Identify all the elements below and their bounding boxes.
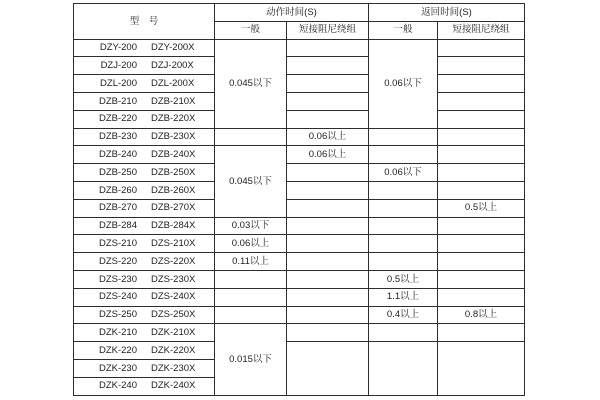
model-name-x: DZS-230X xyxy=(151,273,196,285)
action-time-header: 动作时间(S) xyxy=(215,4,369,22)
spec-table xyxy=(73,3,525,396)
model-name-x: DZS-240X xyxy=(151,291,196,303)
table-row xyxy=(74,110,525,128)
table-row xyxy=(74,92,525,110)
return-damping-cell xyxy=(438,39,525,57)
model-cell xyxy=(74,217,215,235)
model-name-x: DZK-210X xyxy=(151,326,196,338)
return-damping-cell xyxy=(438,57,525,75)
model-cell xyxy=(74,128,215,146)
table-row xyxy=(74,235,525,253)
model-name-x: DZS-210X xyxy=(151,238,196,249)
return-general-cell xyxy=(369,342,438,395)
return-general-cell xyxy=(369,217,438,235)
action-damping-cell xyxy=(287,288,369,306)
action-damping-cell xyxy=(287,324,369,342)
model-cell xyxy=(74,57,215,75)
action-damping-cell xyxy=(287,306,369,324)
table-row xyxy=(74,75,525,93)
model-name-x: DZB-220X xyxy=(151,113,196,125)
action-general-cell xyxy=(215,306,287,324)
model-name: DZS-210 xyxy=(98,238,137,249)
action-damping-cell xyxy=(287,181,369,199)
return-damping-cell xyxy=(438,288,525,306)
model-cell xyxy=(74,181,215,199)
table-row xyxy=(74,342,525,360)
model-name-x: DZK-240X xyxy=(151,380,196,392)
model-name-x: DZB-250X xyxy=(151,166,196,178)
return-damping-cell xyxy=(438,146,525,164)
table-row xyxy=(74,146,525,164)
model-name: DZK-230 xyxy=(98,362,137,374)
model-cell xyxy=(74,359,215,377)
header-row-groups xyxy=(74,4,525,22)
model-name: DZY-200 xyxy=(99,42,137,54)
model-name: DZK-220 xyxy=(98,344,137,356)
action-general-cell: 0.03以下 xyxy=(215,217,287,235)
model-name-x: DZB-240X xyxy=(151,149,196,161)
table-row xyxy=(74,39,525,57)
model-name-x: DZS-220X xyxy=(151,255,196,267)
model-name: DZB-250 xyxy=(98,166,137,178)
action-damping-cell xyxy=(287,57,369,75)
return-damping-cell xyxy=(438,92,525,110)
model-name-x: DZB-230X xyxy=(151,131,196,143)
action-damping-cell xyxy=(287,92,369,110)
return-damping-header: 短接阻尼绕组 xyxy=(438,21,525,39)
return-general-cell xyxy=(369,253,438,271)
table-row xyxy=(74,306,525,324)
model-cell xyxy=(74,288,215,306)
model-cell xyxy=(74,92,215,110)
table-row xyxy=(74,128,525,146)
model-cell xyxy=(74,75,215,93)
model-name: DZK-240 xyxy=(98,380,137,392)
model-cell xyxy=(74,324,215,342)
return-damping-cell: 0.5以上 xyxy=(438,199,525,217)
model-name: DZB-284 xyxy=(98,220,137,232)
model-name: DZS-240 xyxy=(98,291,137,303)
action-general-cell xyxy=(215,270,287,288)
model-cell xyxy=(74,199,215,217)
model-name: DZJ-200 xyxy=(100,60,137,72)
table-row xyxy=(74,164,525,182)
model-cell xyxy=(74,146,215,164)
action-damping-cell xyxy=(287,235,369,253)
model-name: DZB-240 xyxy=(98,149,137,161)
action-general-cell xyxy=(215,288,287,306)
return-damping-cell xyxy=(438,164,525,182)
table-row xyxy=(74,181,525,199)
return-general-cell xyxy=(369,128,438,146)
model-name-x: DZJ-200X xyxy=(151,60,194,72)
model-cell xyxy=(74,306,215,324)
action-general-cell: 0.015以下 xyxy=(215,324,287,395)
action-damping-cell xyxy=(287,75,369,93)
return-general-cell xyxy=(369,199,438,217)
return-general-cell: 0.4以上 xyxy=(369,306,438,324)
action-general-cell: 0.045以下 xyxy=(215,146,287,217)
return-damping-cell xyxy=(438,270,525,288)
return-damping-cell xyxy=(438,342,525,395)
model-name-x: DZK-220X xyxy=(151,344,196,356)
return-general-cell xyxy=(369,235,438,253)
return-general-cell: 0.5以上 xyxy=(369,270,438,288)
model-name: DZS-230 xyxy=(98,273,137,285)
model-cell xyxy=(74,253,215,271)
model-name-x: DZB-284X xyxy=(151,220,196,232)
return-general-cell xyxy=(369,146,438,164)
action-damping-cell xyxy=(287,199,369,217)
model-name: DZB-260 xyxy=(98,184,137,196)
action-damping-cell: 0.06以上 xyxy=(287,128,369,146)
return-damping-cell xyxy=(438,217,525,235)
action-damping-cell xyxy=(287,270,369,288)
action-general-cell: 0.06以上 xyxy=(215,235,287,253)
model-cell xyxy=(74,110,215,128)
return-damping-cell xyxy=(438,128,525,146)
model-name: DZB-270 xyxy=(98,202,137,214)
model-name-x: DZK-230X xyxy=(151,362,196,374)
action-damping-cell xyxy=(287,253,369,271)
action-damping-cell xyxy=(287,217,369,235)
return-general-cell: 1.1以上 xyxy=(369,288,438,306)
model-name: DZL-200 xyxy=(100,77,137,89)
action-damping-cell xyxy=(287,39,369,57)
return-general-header: 一般 xyxy=(369,21,438,39)
model-name: DZS-220 xyxy=(98,255,137,267)
action-general-header: 一般 xyxy=(215,21,287,39)
return-damping-cell: 0.8以上 xyxy=(438,306,525,324)
table-row xyxy=(74,199,525,217)
model-name-x: DZB-260X xyxy=(151,184,196,196)
table-row xyxy=(74,324,525,342)
return-general-cell xyxy=(369,324,438,342)
table-row xyxy=(74,253,525,271)
model-cell xyxy=(74,164,215,182)
action-general-cell: 0.045以下 xyxy=(215,39,287,128)
table-row xyxy=(74,288,525,306)
action-general-cell xyxy=(215,128,287,146)
model-name-x: DZB-270X xyxy=(151,202,196,214)
return-damping-cell xyxy=(438,181,525,199)
model-cell xyxy=(74,39,215,57)
return-damping-cell xyxy=(438,253,525,271)
model-name: DZK-210 xyxy=(98,326,137,338)
action-damping-header: 短接阻尼绕组 xyxy=(287,21,369,39)
model-name-x: DZB-210X xyxy=(151,95,196,107)
model-name-x: DZY-200X xyxy=(151,42,195,54)
action-damping-cell xyxy=(287,110,369,128)
model-name-x: DZL-200X xyxy=(151,77,195,89)
model-cell xyxy=(74,235,215,253)
model-name: DZB-230 xyxy=(98,131,137,143)
action-general-cell: 0.11以上 xyxy=(215,253,287,271)
table-row xyxy=(74,270,525,288)
model-cell xyxy=(74,270,215,288)
model-name: DZB-210 xyxy=(98,95,137,107)
return-damping-cell xyxy=(438,75,525,93)
action-damping-cell: 0.06以上 xyxy=(287,146,369,164)
model-cell xyxy=(74,377,215,395)
return-damping-cell xyxy=(438,235,525,253)
return-general-cell xyxy=(369,181,438,199)
model-name: DZS-250 xyxy=(98,309,137,321)
return-damping-cell xyxy=(438,324,525,342)
action-damping-cell xyxy=(287,342,369,395)
model-name: DZB-220 xyxy=(98,113,137,125)
model-cell xyxy=(74,342,215,360)
table-row xyxy=(74,57,525,75)
return-general-cell: 0.06以下 xyxy=(369,164,438,182)
return-damping-cell xyxy=(438,110,525,128)
action-damping-cell xyxy=(287,164,369,182)
table-row xyxy=(74,217,525,235)
return-time-header: 返回时间(S) xyxy=(369,4,525,22)
return-general-cell: 0.06以下 xyxy=(369,39,438,128)
model-column-header: 型 号 xyxy=(74,4,215,40)
model-name-x: DZS-250X xyxy=(151,309,196,321)
